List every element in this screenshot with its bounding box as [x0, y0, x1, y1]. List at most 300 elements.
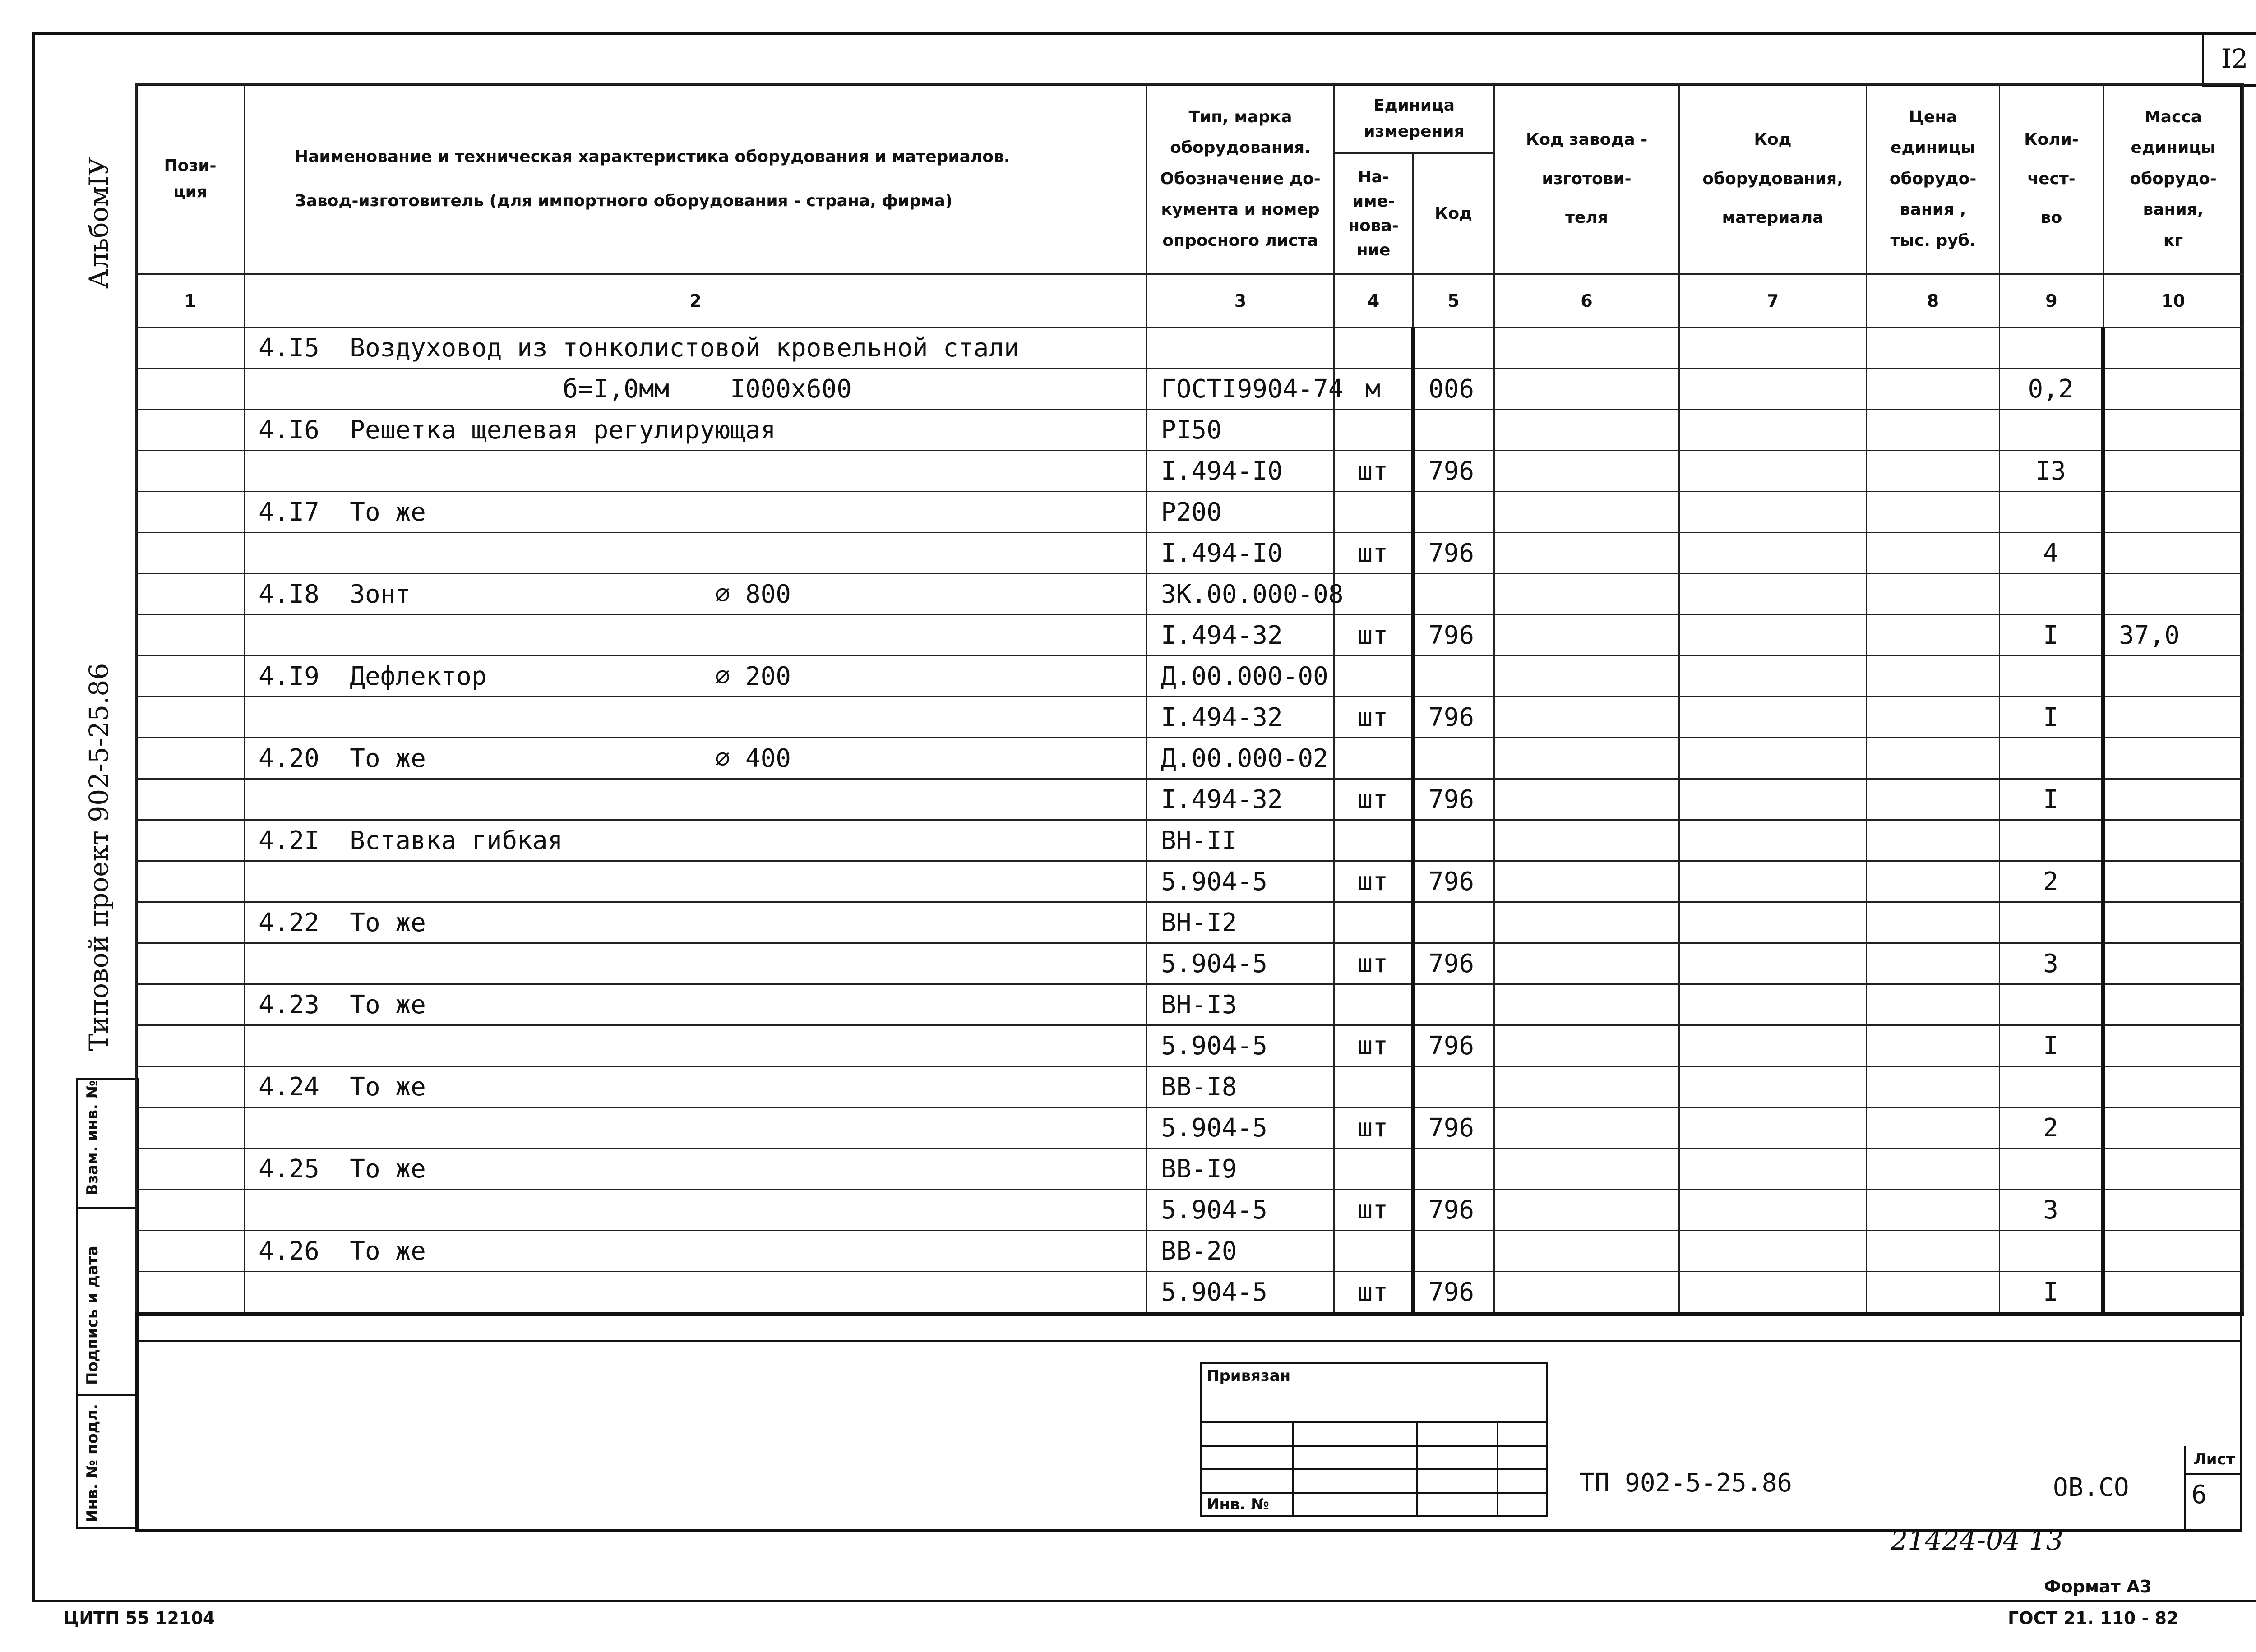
cell-unit	[1334, 1066, 1413, 1107]
cell-position	[136, 902, 245, 943]
cell-name: 4.24 То же	[245, 1066, 1147, 1107]
cell-position	[136, 1107, 245, 1149]
cell-type: P200	[1147, 492, 1334, 533]
cell-unit-code	[1413, 984, 1494, 1025]
cell-mass	[2103, 902, 2243, 943]
cell-equipment-code	[1679, 410, 1867, 451]
cell-price	[1867, 1107, 2000, 1149]
cell-position	[136, 861, 245, 902]
cell-unit-code	[1413, 492, 1494, 533]
cell-equipment-code	[1679, 1107, 1867, 1149]
cell-type: 5.904-5	[1147, 1107, 1334, 1149]
cell-name	[245, 1190, 1147, 1231]
cell-unit-code	[1413, 1149, 1494, 1190]
cell-unit-code: 796	[1413, 451, 1494, 492]
cell-name: 4.20 То же ∅ 400	[245, 738, 1147, 779]
cell-price	[1867, 451, 2000, 492]
cell-factory-code	[1494, 902, 1679, 943]
cell-name	[245, 615, 1147, 656]
cell-equipment-code	[1679, 861, 1867, 902]
cell-name: 4.I9 Дефлектор ∅ 200	[245, 656, 1147, 697]
header-type: Тип, марка оборудования. Обозначение до- кумента и номер опросного листа	[1147, 84, 1334, 274]
cell-price	[1867, 779, 2000, 820]
header-unit-code: Код	[1413, 153, 1494, 274]
cell-factory-code	[1494, 861, 1679, 902]
cell-price	[1867, 1025, 2000, 1066]
cell-equipment-code	[1679, 820, 1867, 861]
cell-mass	[2103, 984, 2243, 1025]
cell-quantity: I	[2000, 1272, 2103, 1314]
cell-mass: 37,0	[2103, 615, 2243, 656]
cell-price	[1867, 410, 2000, 451]
cell-position	[136, 574, 245, 615]
col-num-9: 9	[2000, 274, 2103, 328]
cell-position	[136, 1272, 245, 1314]
cell-factory-code	[1494, 369, 1679, 410]
cell-name	[245, 697, 1147, 738]
col-num-10: 10	[2103, 274, 2243, 328]
cell-quantity: I	[2000, 1025, 2103, 1066]
cell-factory-code	[1494, 328, 1679, 369]
cell-mass	[2103, 1107, 2243, 1149]
cell-unit: м	[1334, 369, 1413, 410]
cell-type: I.494-I0	[1147, 451, 1334, 492]
cell-type: I.494-32	[1147, 697, 1334, 738]
cell-unit-code: 796	[1413, 1107, 1494, 1149]
cell-factory-code	[1494, 820, 1679, 861]
cell-name	[245, 451, 1147, 492]
cell-type: I.494-32	[1147, 779, 1334, 820]
cell-equipment-code	[1679, 1149, 1867, 1190]
cell-unit-code	[1413, 1231, 1494, 1272]
table-row	[136, 820, 2243, 861]
cell-name: 4.I8 Зонт ∅ 800	[245, 574, 1147, 615]
cell-type: PI50	[1147, 410, 1334, 451]
cell-equipment-code	[1679, 656, 1867, 697]
cell-price	[1867, 574, 2000, 615]
cell-unit: шт	[1334, 943, 1413, 984]
cell-name: 4.2I Вставка гибкая	[245, 820, 1147, 861]
cell-factory-code	[1494, 492, 1679, 533]
cell-equipment-code	[1679, 779, 1867, 820]
table-row	[136, 492, 2243, 533]
cell-quantity: I	[2000, 779, 2103, 820]
cell-factory-code	[1494, 1190, 1679, 1231]
cell-position	[136, 369, 245, 410]
cell-mass	[2103, 1149, 2243, 1190]
cell-quantity	[2000, 984, 2103, 1025]
cell-factory-code	[1494, 1272, 1679, 1314]
cell-price	[1867, 697, 2000, 738]
cell-name: б=I,0мм I000x600	[245, 369, 1147, 410]
cell-factory-code	[1494, 984, 1679, 1025]
cell-unit-code: 796	[1413, 697, 1494, 738]
table-row	[136, 1066, 2243, 1107]
cell-quantity: 2	[2000, 861, 2103, 902]
cell-unit: шт	[1334, 533, 1413, 574]
table-row	[136, 779, 2243, 820]
cell-name	[245, 533, 1147, 574]
cell-quantity: 3	[2000, 1190, 2103, 1231]
cell-position	[136, 410, 245, 451]
cell-factory-code	[1494, 410, 1679, 451]
header-price: Цена единицы оборудо- вания , тыс. руб.	[1867, 84, 2000, 274]
cell-quantity: I	[2000, 697, 2103, 738]
cell-mass	[2103, 1190, 2243, 1231]
cell-type	[1147, 328, 1334, 369]
specification-table	[135, 83, 2244, 1316]
doc-code: ТП 902-5-25.86	[1579, 1468, 1793, 1498]
cell-type: BB-I8	[1147, 1066, 1334, 1107]
table-row	[136, 1231, 2243, 1272]
cell-unit: шт	[1334, 697, 1413, 738]
cell-price	[1867, 1272, 2000, 1314]
sheet-value: 6	[2191, 1480, 2207, 1509]
cell-unit-code	[1413, 738, 1494, 779]
cell-quantity: 3	[2000, 943, 2103, 984]
table-row	[136, 861, 2243, 902]
col-num-3: 3	[1147, 274, 1334, 328]
cell-position	[136, 1149, 245, 1190]
table-row	[136, 369, 2243, 410]
cell-mass	[2103, 697, 2243, 738]
project-label: Типовой проект 902-5-25.86	[83, 663, 114, 1051]
cell-quantity: 2	[2000, 1107, 2103, 1149]
cell-mass	[2103, 1066, 2243, 1107]
title-block-divider	[135, 1340, 2242, 1342]
cell-position	[136, 533, 245, 574]
cell-quantity	[2000, 1066, 2103, 1107]
cell-equipment-code	[1679, 533, 1867, 574]
cell-quantity	[2000, 902, 2103, 943]
cell-type: BH-I2	[1147, 902, 1334, 943]
column-numbers-row	[136, 274, 2243, 328]
cell-price	[1867, 902, 2000, 943]
cell-equipment-code	[1679, 1231, 1867, 1272]
cell-factory-code	[1494, 451, 1679, 492]
cell-type: BB-20	[1147, 1231, 1334, 1272]
cell-price	[1867, 1231, 2000, 1272]
cell-unit-code	[1413, 902, 1494, 943]
cell-price	[1867, 1066, 2000, 1107]
cell-position	[136, 697, 245, 738]
doc-mark: ОВ.СО	[2053, 1473, 2129, 1502]
cell-name: 4.23 То же	[245, 984, 1147, 1025]
cell-type: BB-I9	[1147, 1149, 1334, 1190]
col-num-1: 1	[136, 274, 245, 328]
cell-position	[136, 1025, 245, 1066]
cell-unit	[1334, 574, 1413, 615]
cell-quantity	[2000, 410, 2103, 451]
cell-factory-code	[1494, 943, 1679, 984]
table-row	[136, 1190, 2243, 1231]
table-row	[136, 902, 2243, 943]
cell-name: 4.25 То же	[245, 1149, 1147, 1190]
cell-factory-code	[1494, 656, 1679, 697]
table-row	[136, 328, 2243, 369]
cell-equipment-code	[1679, 1066, 1867, 1107]
cell-factory-code	[1494, 533, 1679, 574]
cell-unit: шт	[1334, 1025, 1413, 1066]
table-row	[136, 1107, 2243, 1149]
cell-position	[136, 984, 245, 1025]
cell-equipment-code	[1679, 492, 1867, 533]
cell-mass	[2103, 861, 2243, 902]
cell-equipment-code	[1679, 328, 1867, 369]
cell-mass	[2103, 574, 2243, 615]
cell-name	[245, 1107, 1147, 1149]
cell-equipment-code	[1679, 451, 1867, 492]
cell-unit	[1334, 984, 1413, 1025]
cell-mass	[2103, 1231, 2243, 1272]
sheet-cell	[2184, 1446, 2242, 1532]
cell-mass	[2103, 1025, 2243, 1066]
table-row	[136, 451, 2243, 492]
table-row	[136, 984, 2243, 1025]
col-num-2: 2	[245, 274, 1147, 328]
cell-unit	[1334, 328, 1413, 369]
cell-name: 4.26 То же	[245, 1231, 1147, 1272]
cell-quantity	[2000, 574, 2103, 615]
cell-name: 4.I6 Решетка щелевая регулирующая	[245, 410, 1147, 451]
cell-factory-code	[1494, 1149, 1679, 1190]
col-num-7: 7	[1679, 274, 1867, 328]
cell-factory-code	[1494, 615, 1679, 656]
cell-price	[1867, 533, 2000, 574]
cell-quantity	[2000, 820, 2103, 861]
cell-name: 4.22 То же	[245, 902, 1147, 943]
cell-unit: шт	[1334, 861, 1413, 902]
cell-position	[136, 656, 245, 697]
cell-name: 4.I7 То же	[245, 492, 1147, 533]
cell-mass	[2103, 451, 2243, 492]
header-position: Пози- ция	[136, 84, 245, 274]
cell-mass	[2103, 820, 2243, 861]
cell-name	[245, 779, 1147, 820]
cell-type: I.494-32	[1147, 615, 1334, 656]
header-mass: Масса единицы оборудо- вания, кг	[2103, 84, 2243, 274]
cell-name	[245, 1272, 1147, 1314]
cell-unit	[1334, 738, 1413, 779]
table-row	[136, 943, 2243, 984]
cell-unit-code: 796	[1413, 1272, 1494, 1314]
cell-position	[136, 492, 245, 533]
table-row	[136, 410, 2243, 451]
handwritten-number: 21424-04 13	[1891, 1525, 2063, 1556]
header-factory-code: Код завода - изготови- теля	[1494, 84, 1679, 274]
cell-mass	[2103, 369, 2243, 410]
cell-price	[1867, 1190, 2000, 1231]
cell-unit-code	[1413, 656, 1494, 697]
cell-equipment-code	[1679, 574, 1867, 615]
cell-position	[136, 451, 245, 492]
cell-position	[136, 328, 245, 369]
cell-equipment-code	[1679, 697, 1867, 738]
cell-unit-code: 796	[1413, 861, 1494, 902]
cell-factory-code	[1494, 697, 1679, 738]
cell-factory-code	[1494, 1066, 1679, 1107]
cell-unit-code	[1413, 328, 1494, 369]
table-row	[136, 615, 2243, 656]
cell-equipment-code	[1679, 1025, 1867, 1066]
cell-name	[245, 1025, 1147, 1066]
cell-unit-code	[1413, 1066, 1494, 1107]
stamp-label-orig-inv: Инв. № подл.	[83, 1403, 102, 1523]
cell-unit	[1334, 410, 1413, 451]
cell-price	[1867, 984, 2000, 1025]
cell-price	[1867, 1149, 2000, 1190]
cell-quantity: 0,2	[2000, 369, 2103, 410]
cell-type: 5.904-5	[1147, 943, 1334, 984]
bound-stamp	[1200, 1362, 1548, 1517]
cell-mass	[2103, 533, 2243, 574]
bound-label: Привязан	[1201, 1363, 1547, 1422]
cell-equipment-code	[1679, 1272, 1867, 1314]
cell-price	[1867, 492, 2000, 533]
footer-right: ГОСТ 21. 110 - 82	[2008, 1608, 2179, 1628]
cell-mass	[2103, 943, 2243, 984]
format-label: Формат А3	[2044, 1577, 2152, 1597]
cell-equipment-code	[1679, 1190, 1867, 1231]
cell-mass	[2103, 738, 2243, 779]
cell-mass	[2103, 328, 2243, 369]
table-row	[136, 533, 2243, 574]
cell-position	[136, 738, 245, 779]
cell-price	[1867, 328, 2000, 369]
cell-unit	[1334, 902, 1413, 943]
cell-unit	[1334, 656, 1413, 697]
sheet-label: Лист	[2186, 1446, 2242, 1475]
header-unit-name: На- име- нова- ние	[1334, 153, 1413, 274]
cell-position	[136, 1190, 245, 1231]
cell-name: 4.I5 Воздуховод из тонколистовой кровельной стали	[245, 328, 1147, 369]
stamp-label-signature: Подпись и дата	[83, 1246, 102, 1385]
inv-label: Инв. №	[1201, 1493, 1293, 1516]
cell-type: 5.904-5	[1147, 861, 1334, 902]
cell-unit-code: 006	[1413, 369, 1494, 410]
cell-type: I.494-I0	[1147, 533, 1334, 574]
cell-unit-code: 796	[1413, 1025, 1494, 1066]
cell-price	[1867, 861, 2000, 902]
cell-quantity	[2000, 1149, 2103, 1190]
cell-unit-code: 796	[1413, 943, 1494, 984]
cell-unit: шт	[1334, 451, 1413, 492]
cell-price	[1867, 369, 2000, 410]
sheet-number-corner: I2	[2202, 32, 2256, 87]
cell-name	[245, 861, 1147, 902]
cell-position	[136, 1231, 245, 1272]
cell-position	[136, 820, 245, 861]
footer-left: ЦИТП 55 12104	[63, 1608, 215, 1628]
cell-type: ГОСТI9904-74	[1147, 369, 1334, 410]
cell-equipment-code	[1679, 738, 1867, 779]
col-num-6: 6	[1494, 274, 1679, 328]
cell-unit-code: 796	[1413, 779, 1494, 820]
cell-price	[1867, 656, 2000, 697]
cell-type: BH-I3	[1147, 984, 1334, 1025]
cell-factory-code	[1494, 574, 1679, 615]
cell-unit: шт	[1334, 1107, 1413, 1149]
header-equipment-code: Код оборудования, материала	[1679, 84, 1867, 274]
cell-type: Д.00.000-00	[1147, 656, 1334, 697]
table-row	[136, 656, 2243, 697]
header-row-top	[136, 84, 2243, 153]
table-row	[136, 574, 2243, 615]
col-num-5: 5	[1413, 274, 1494, 328]
cell-factory-code	[1494, 1107, 1679, 1149]
cell-unit: шт	[1334, 1272, 1413, 1314]
header-unit: Единица измерения	[1334, 84, 1494, 153]
table-row	[136, 1272, 2243, 1314]
cell-price	[1867, 820, 2000, 861]
header-quantity: Коли- чест- во	[2000, 84, 2103, 274]
cell-quantity	[2000, 656, 2103, 697]
cell-unit-code: 796	[1413, 533, 1494, 574]
cell-factory-code	[1494, 779, 1679, 820]
cell-mass	[2103, 779, 2243, 820]
header-name: Наименование и техническая характеристика оборудования и материалов. Завод-изготовитель (для импортного оборудования - страна, фирма)	[245, 84, 1147, 274]
col-num-8: 8	[1867, 274, 2000, 328]
cell-factory-code	[1494, 1231, 1679, 1272]
cell-quantity	[2000, 1231, 2103, 1272]
cell-unit	[1334, 1149, 1413, 1190]
cell-quantity	[2000, 738, 2103, 779]
cell-equipment-code	[1679, 984, 1867, 1025]
cell-unit	[1334, 820, 1413, 861]
cell-unit-code	[1413, 820, 1494, 861]
cell-unit-code	[1413, 410, 1494, 451]
cell-position	[136, 615, 245, 656]
cell-mass	[2103, 492, 2243, 533]
cell-type: Д.00.000-02	[1147, 738, 1334, 779]
cell-type: ЗК.00.000-08	[1147, 574, 1334, 615]
cell-mass	[2103, 410, 2243, 451]
cell-equipment-code	[1679, 615, 1867, 656]
cell-factory-code	[1494, 1025, 1679, 1066]
cell-position	[136, 779, 245, 820]
cell-unit	[1334, 492, 1413, 533]
cell-unit-code	[1413, 574, 1494, 615]
table-row	[136, 1025, 2243, 1066]
cell-type: 5.904-5	[1147, 1272, 1334, 1314]
cell-name	[245, 943, 1147, 984]
cell-equipment-code	[1679, 369, 1867, 410]
cell-unit: шт	[1334, 615, 1413, 656]
cell-price	[1867, 943, 2000, 984]
table-row	[136, 697, 2243, 738]
cell-unit: шт	[1334, 779, 1413, 820]
cell-quantity: 4	[2000, 533, 2103, 574]
table-row	[136, 738, 2243, 779]
table-row	[136, 1149, 2243, 1190]
cell-quantity: I	[2000, 615, 2103, 656]
cell-quantity: I3	[2000, 451, 2103, 492]
stamp-label-replaced-inv: Взам. инв. №	[83, 1080, 102, 1195]
cell-equipment-code	[1679, 943, 1867, 984]
cell-mass	[2103, 656, 2243, 697]
cell-unit	[1334, 1231, 1413, 1272]
cell-equipment-code	[1679, 902, 1867, 943]
cell-mass	[2103, 1272, 2243, 1314]
cell-price	[1867, 615, 2000, 656]
cell-quantity	[2000, 328, 2103, 369]
cell-type: BH-II	[1147, 820, 1334, 861]
cell-price	[1867, 738, 2000, 779]
cell-type: 5.904-5	[1147, 1190, 1334, 1231]
cell-quantity	[2000, 492, 2103, 533]
cell-position	[136, 943, 245, 984]
album-label: АльбомIУ	[83, 157, 114, 289]
